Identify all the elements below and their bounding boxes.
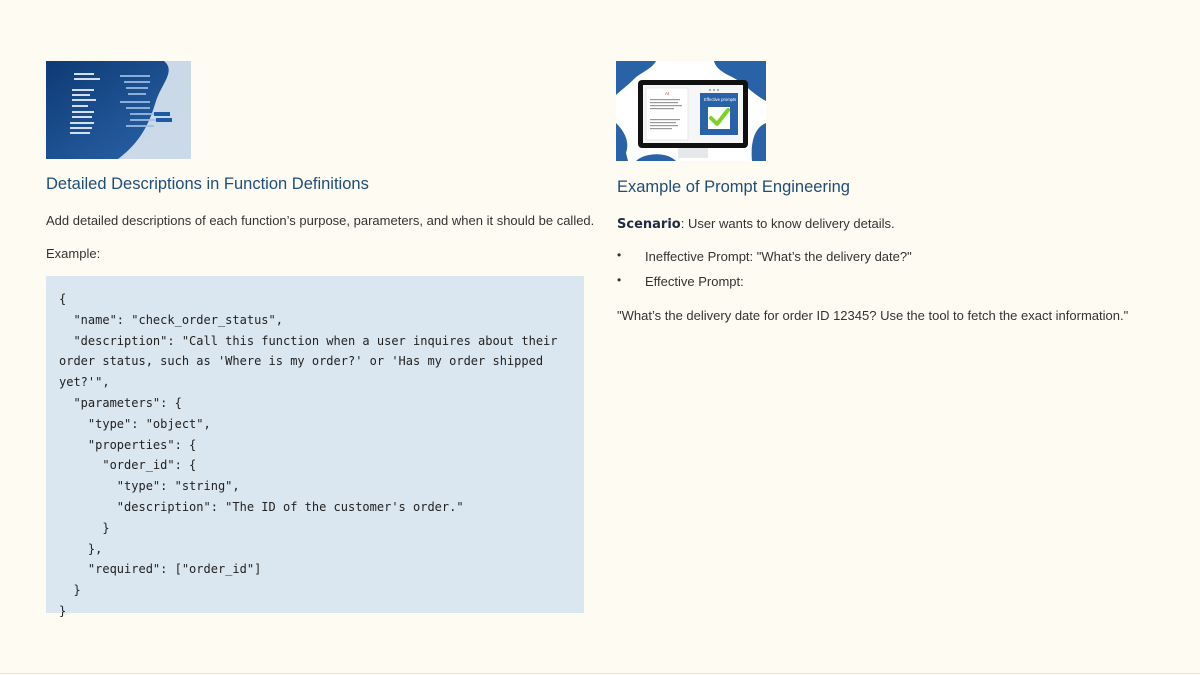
scenario-text: : User wants to know delivery details. — [680, 216, 895, 231]
code-block: { "name": "check_order_status", "description": "Call this function when a user inquires about their order status, such as 'Where is my order?' or 'Has my order shipped yet?'", "parameters": { "type": "object", "properties": { "order_id": { "type": "string", "description": "The ID of the customer's order." } }, "required": ["order_id"] } } — [59, 292, 558, 618]
scenario-label: Scenario — [617, 217, 681, 232]
effective-prompt-quote: "What’s the delivery date for order ID 12345? Use the tool to fetch the exact information." — [617, 308, 1129, 323]
example-label: Example: — [46, 246, 101, 261]
code-screen-image — [46, 61, 191, 159]
effective-prompts-label: Effective prompts — [704, 97, 737, 102]
list-item — [617, 249, 912, 274]
bullet-icon: • — [617, 273, 622, 287]
bullet-icon: • — [617, 248, 622, 262]
ai-label: AI — [665, 91, 670, 96]
laptop-checkmark-image — [616, 61, 766, 161]
section-title-prompt-engineering: Example of Prompt Engineering — [617, 178, 850, 196]
bullet-effective-prompt: Effective Prompt: — [645, 274, 744, 289]
section-title-function-definitions: Detailed Descriptions in Function Definitions — [46, 175, 369, 193]
list-item — [617, 274, 912, 299]
scenario-line — [617, 216, 895, 232]
prompt-bullet-list — [617, 249, 912, 299]
section-description: Add detailed descriptions of each function’s purpose, parameters, and when it should be called. — [46, 213, 595, 228]
bottom-divider — [0, 673, 1200, 674]
bullet-ineffective-prompt: Ineffective Prompt: "What’s the delivery date?" — [645, 249, 912, 264]
